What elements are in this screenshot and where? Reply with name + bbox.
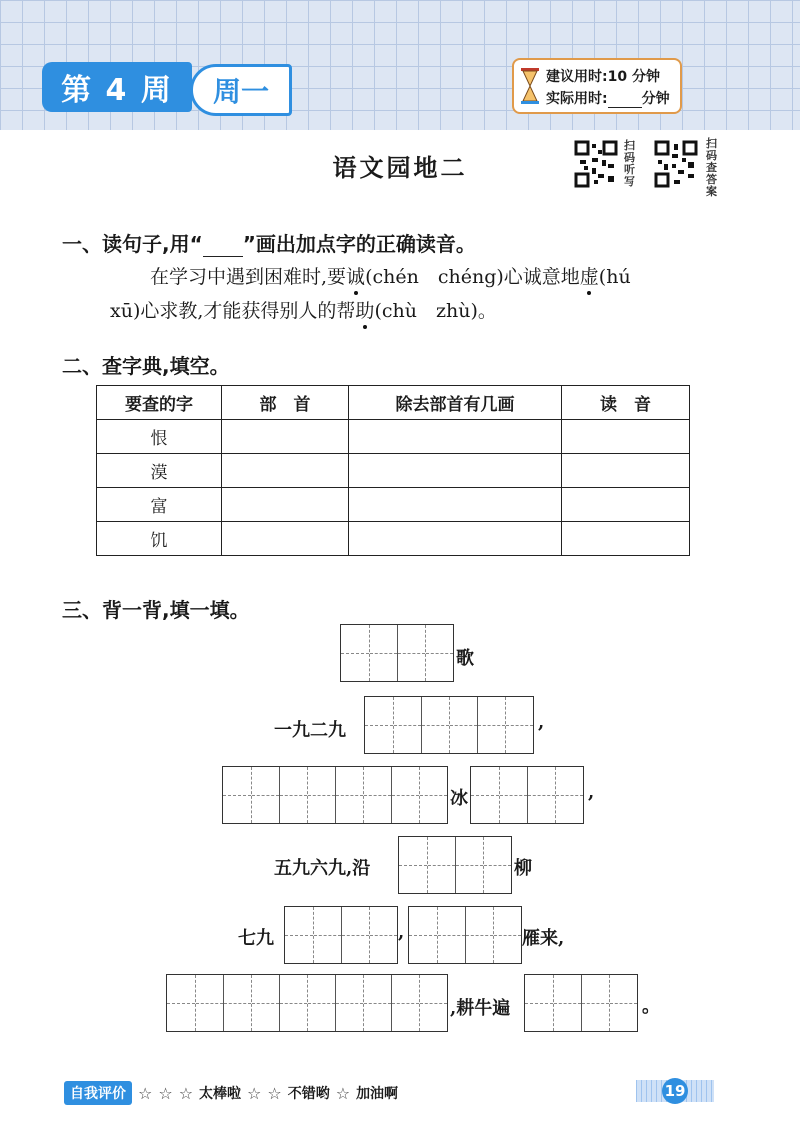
grid-cell[interactable] [195,975,223,1031]
grid-cell[interactable] [363,975,391,1031]
char-cell: 饥 [97,522,222,556]
poem-text: , [588,782,595,803]
writing-grid[interactable] [470,766,584,824]
answer-cell[interactable] [349,488,562,522]
header-banner [0,0,800,130]
grid-cell[interactable] [307,767,335,823]
grid-cell[interactable] [167,975,195,1031]
qr-listen-caption: 扫码听写 [624,139,635,188]
week-badge: 第 4 周 [42,62,192,112]
page-number-badge [636,1080,714,1102]
grid-cell[interactable] [341,625,369,681]
grid-cell[interactable] [279,975,307,1031]
grid-cell[interactable] [449,697,477,753]
star-icon[interactable]: ☆ [158,1083,173,1103]
answer-cell[interactable] [562,522,690,556]
page-number: 19 [662,1078,688,1104]
grid-cell[interactable] [313,907,341,963]
answer-cell[interactable] [222,522,349,556]
writing-grid[interactable] [398,836,512,894]
answer-cell[interactable] [562,420,690,454]
star-icon[interactable]: ☆ [138,1083,153,1103]
table-row [97,454,690,488]
grid-cell[interactable] [369,907,397,963]
poem-text: 七九 [238,928,274,949]
grid-cell[interactable] [285,907,313,963]
writing-grid[interactable] [166,974,448,1032]
dictionary-table [96,385,690,556]
grid-cell[interactable] [425,625,453,681]
qr-code-icon[interactable] [654,140,698,188]
answer-cell[interactable] [562,488,690,522]
page-title: 语文园地二 [332,153,468,182]
eval-good: 不错哟 [287,1086,330,1102]
answer-cell[interactable] [349,420,562,454]
grid-cell[interactable] [455,837,483,893]
grid-cell[interactable] [391,767,419,823]
actual-time: 实际用时: 分钟 [546,91,670,107]
char-cell: 恨 [97,420,222,454]
writing-grid[interactable] [408,906,522,964]
eval-keep-going: 加油啊 [356,1086,399,1102]
grid-cell[interactable] [553,975,581,1031]
char-cell: 漠 [97,454,222,488]
grid-cell[interactable] [471,767,499,823]
grid-cell[interactable] [409,907,437,963]
grid-cell[interactable] [477,697,505,753]
answer-cell[interactable] [222,488,349,522]
grid-cell[interactable] [369,625,397,681]
grid-cell[interactable] [335,767,363,823]
poem-text: 雁来, [522,928,565,949]
grid-cell[interactable] [465,907,493,963]
grid-cell[interactable] [335,975,363,1031]
writing-grid[interactable] [524,974,638,1032]
grid-cell[interactable] [363,767,391,823]
hourglass-icon [520,68,540,104]
grid-cell[interactable] [307,975,335,1031]
answer-cell[interactable] [562,454,690,488]
grid-cell[interactable] [399,837,427,893]
dotted-char: 诚 [346,266,366,288]
grid-cell[interactable] [499,767,527,823]
table-row [97,488,690,522]
section1-heading: 一、读句子,用“ ”画出加点字的正确读音。 [62,232,476,256]
poem-text: 歌 [456,648,474,669]
sentence-line-1: 在学习中遇到困难时,要诚(chén chéng)心诚意地虚(hú [150,266,631,288]
column-header: 读 音 [562,386,690,420]
grid-cell[interactable] [279,767,307,823]
eval-great: 太棒啦 [199,1086,242,1102]
grid-cell[interactable] [555,767,583,823]
grid-cell[interactable] [421,697,449,753]
writing-grid[interactable] [340,624,454,682]
star-icon[interactable]: ☆ [247,1083,262,1103]
column-header: 除去部首有几画 [349,386,562,420]
grid-cell[interactable] [419,975,447,1031]
table-row [97,522,690,556]
writing-grid[interactable] [284,906,398,964]
answer-cell[interactable] [349,454,562,488]
poem-text: , [538,712,545,733]
grid-cell[interactable] [397,625,425,681]
grid-cell[interactable] [419,767,447,823]
underline-sample [203,242,243,257]
poem-text: 五九六九,沿 [274,858,371,879]
suggested-time: 建议用时:10 分钟 [546,69,660,85]
poem-text: 柳 [514,858,532,879]
grid-cell[interactable] [365,697,393,753]
dotted-char: 虚 [579,266,599,288]
grid-cell[interactable] [493,907,521,963]
time-box [512,58,682,114]
column-header: 部 首 [222,386,349,420]
grid-cell[interactable] [251,767,279,823]
grid-cell[interactable] [505,697,533,753]
poem-text: ,耕牛遍 [450,998,511,1019]
grid-cell[interactable] [527,767,555,823]
char-cell: 富 [97,488,222,522]
grid-cell[interactable] [483,837,511,893]
qr-code-icon[interactable] [574,140,618,188]
grid-cell[interactable] [251,975,279,1031]
grid-cell[interactable] [223,767,251,823]
grid-cell[interactable] [525,975,553,1031]
qr-answer-caption: 扫码查答案 [706,137,717,198]
star-icon[interactable]: ☆ [267,1083,282,1103]
poem-text: , [398,922,405,943]
eval-label: 自我评价 [64,1081,132,1105]
self-evaluation [64,1081,398,1105]
dotted-char: 助 [355,300,375,322]
answer-cell[interactable] [349,522,562,556]
table-header-row [97,386,690,420]
section2-heading: 二、查字典,填空。 [62,354,230,378]
column-header: 要查的字 [97,386,222,420]
answer-cell[interactable] [222,420,349,454]
grid-cell[interactable] [427,837,455,893]
day-badge: 周一 [190,64,292,116]
answer-cell[interactable] [222,454,349,488]
writing-grid[interactable] [222,766,448,824]
grid-cell[interactable] [609,975,637,1031]
sentence-line-2: xū)心求教,才能获得别人的帮助(chù zhù)。 [110,300,497,322]
star-icon[interactable]: ☆ [335,1083,351,1103]
poem-text: 一九二九 [274,720,346,741]
grid-cell[interactable] [223,975,251,1031]
poem-text: 冰 [450,788,468,809]
actual-time-blank[interactable] [608,93,642,108]
table-row [97,420,690,454]
star-icon[interactable]: ☆ [178,1083,194,1103]
poem-text: 。 [642,996,660,1017]
section3-heading: 三、背一背,填一填。 [62,598,250,622]
grid-cell[interactable] [581,975,609,1031]
grid-cell[interactable] [391,975,419,1031]
grid-cell[interactable] [393,697,421,753]
writing-grid[interactable] [364,696,534,754]
grid-cell[interactable] [341,907,369,963]
grid-cell[interactable] [437,907,465,963]
